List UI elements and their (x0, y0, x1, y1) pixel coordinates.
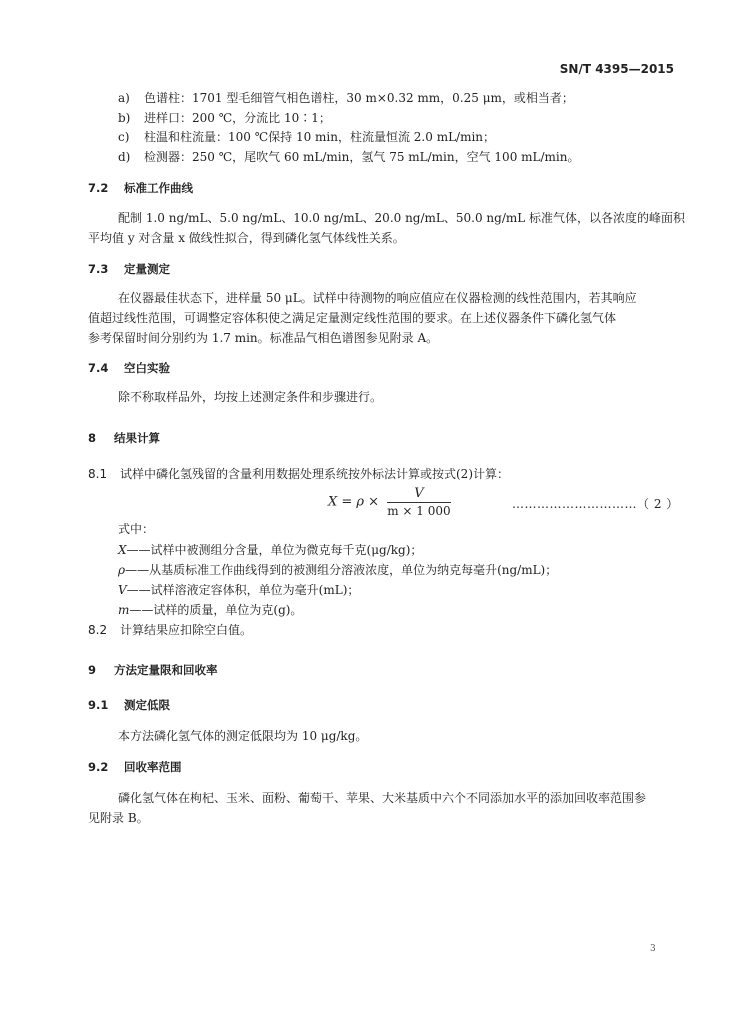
paragraph-line: 本方法磷化氢气体的测定低限均为 10 μg/kg。 (118, 729, 368, 743)
paragraph-line: 除不称取样品外，均按上述测定条件和步骤进行。 (118, 390, 383, 404)
clause-text: 计算结果应扣除空白值。 (120, 623, 253, 637)
formula-number: …………………………（ 2 ） (512, 497, 679, 511)
section-heading-7-2 (88, 180, 193, 196)
list-label: a) (118, 91, 130, 105)
section-number: 7.2 (88, 181, 109, 195)
section-heading-9-2 (88, 759, 182, 775)
definition-x (118, 542, 422, 558)
section-number: 7.3 (88, 262, 109, 276)
list-item-d (118, 149, 579, 165)
section-number: 8.2 (88, 623, 108, 637)
section-number: 9 (88, 663, 97, 677)
paragraph-line: 平均值 y 对含量 x 做线性拟合，得到磷化氢气体线性关系。 (88, 231, 405, 245)
section-title: 标准工作曲线 (124, 181, 193, 195)
clause-8-1 (88, 466, 509, 482)
definition-text: ——试样的质量，单位为克(g)。 (129, 603, 303, 617)
section-number: 9.1 (88, 698, 109, 712)
definition-v (118, 582, 359, 598)
symbol: ρ (118, 563, 126, 577)
section-title: 回收率范围 (124, 760, 182, 774)
where-label: 式中： (118, 522, 155, 536)
paragraph-line: 值超过线性范围，可调整定容体积使之满足定量测定线性范围的要求。在上述仪器条件下磷化氢气体 (88, 311, 617, 325)
definition-rho (118, 562, 557, 578)
paragraph-line: 参考保留时间分别约为 1.7 min。标准品气相色谱图参见附录 A。 (88, 331, 439, 345)
list-label: d) (118, 150, 131, 164)
formula-lhs: X = ρ × (328, 494, 380, 510)
section-heading-8 (88, 430, 160, 446)
section-title: 定量测定 (124, 262, 170, 276)
definition-text: ——试样中被测组分含量，单位为微克每千克(μg/kg)； (126, 543, 423, 557)
clause-text: 试样中磷化氢残留的含量利用数据处理系统按外标法计算或按式(2)计算： (120, 467, 510, 481)
symbol: V (118, 583, 127, 597)
section-title: 方法定量限和回收率 (114, 663, 218, 677)
paragraph-line: 磷化氢气体在枸杞、玉米、面粉、葡萄干、苹果、大米基质中六个不同添加水平的添加回收率范围参 (118, 791, 647, 805)
list-item-a (118, 90, 574, 106)
definition-m (118, 602, 302, 618)
list-item-b (118, 110, 331, 126)
definition-text: ——试样溶液定容体积，单位为毫升(mL)； (126, 583, 360, 597)
formula-numerator: V (387, 486, 450, 503)
section-heading-7-3 (88, 261, 170, 277)
section-number: 8 (88, 431, 97, 445)
list-item-c (118, 129, 495, 145)
section-heading-9-1 (88, 697, 170, 713)
section-heading-7-4 (88, 360, 170, 376)
clause-8-2 (88, 622, 252, 638)
section-title: 测定低限 (124, 698, 170, 712)
section-number: 8.1 (88, 467, 108, 481)
section-title: 空白实验 (124, 361, 170, 375)
list-text: 检测器：250 ℃，尾吹气 60 mL/min，氢气 75 mL/min，空气 100 mL/min。 (144, 150, 580, 164)
list-label: b) (118, 111, 131, 125)
section-number: 9.2 (88, 760, 109, 774)
formula-denominator: m × 1 000 (387, 504, 451, 518)
list-text: 柱温和柱流量：100 ℃保持 10 min，柱流量恒流 2.0 mL/min； (144, 130, 496, 144)
symbol: X (118, 543, 127, 557)
section-title: 结果计算 (114, 431, 160, 445)
paragraph-line: 配制 1.0 ng/mL、5.0 ng/mL、10.0 ng/mL、20.0 ng/mL、50.0 ng/mL 标准气体，以各浓度的峰面积 (118, 211, 686, 225)
symbol: m (118, 603, 130, 617)
paragraph-line: 在仪器最佳状态下，进样量 50 μL。试样中待测物的响应值应在仪器检测的线性范围内，若其响应 (118, 291, 637, 305)
section-heading-9 (88, 662, 218, 678)
list-text: 进样口：200 ℃，分流比 10∶1； (144, 111, 331, 125)
formula-fraction (387, 486, 450, 518)
paragraph-line: 见附录 B。 (88, 811, 149, 825)
list-text: 色谱柱：1701 型毛细管气相色谱柱，30 m×0.32 mm，0.25 μm，或相当者； (144, 91, 574, 105)
list-label: c) (118, 130, 130, 144)
page-number: 3 (650, 944, 656, 954)
formula (328, 486, 451, 518)
definition-text: ——从基质标准工作曲线得到的被测组分溶液浓度，单位为纳克每毫升(ng/mL)； (125, 563, 558, 577)
section-number: 7.4 (88, 361, 109, 375)
standard-code: SN/T 4395—2015 (559, 62, 674, 76)
